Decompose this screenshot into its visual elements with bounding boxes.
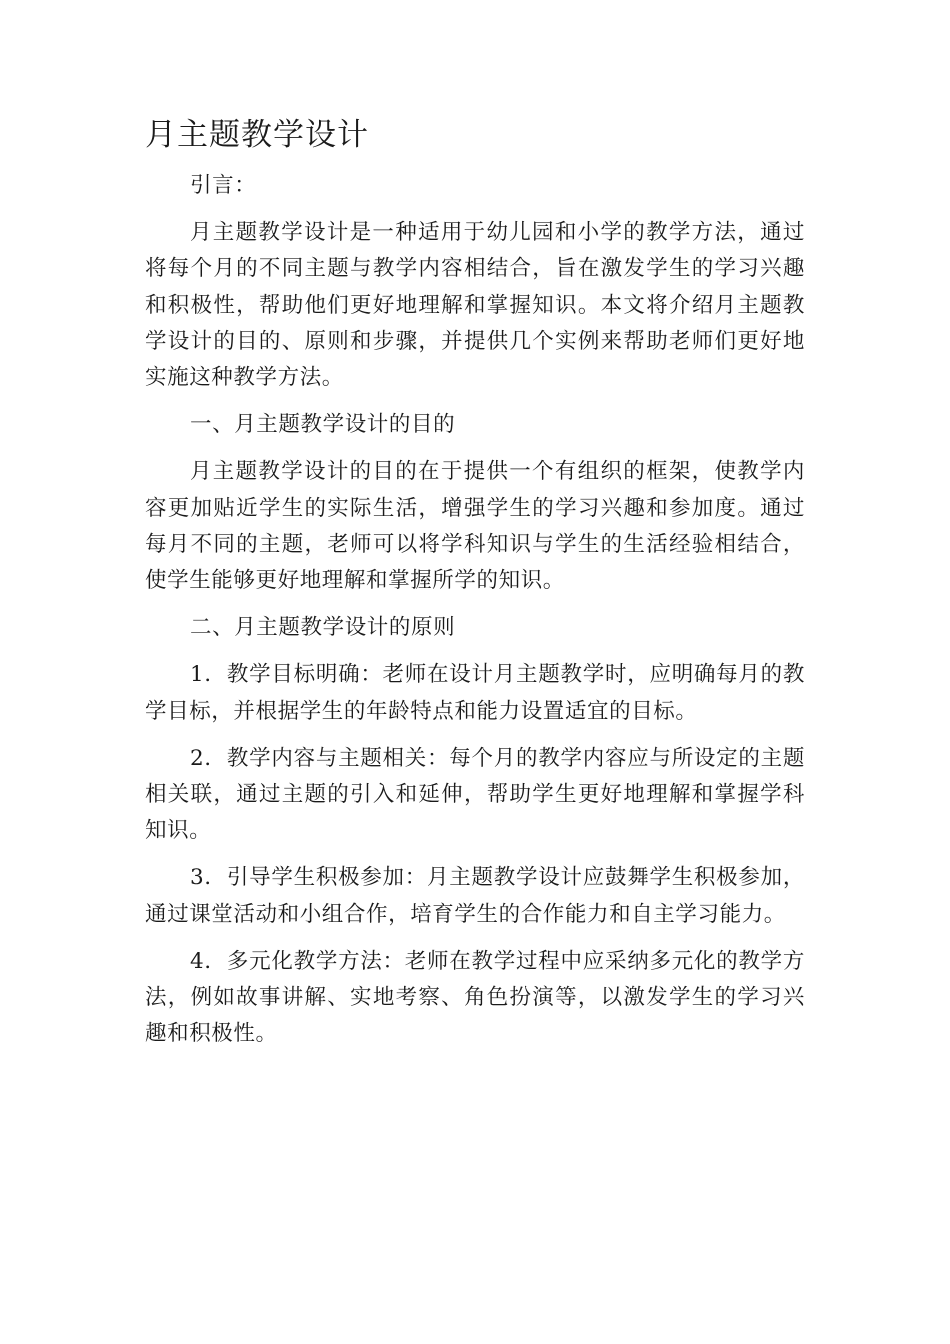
section-heading-purpose: 一、月主题教学设计的目的 — [190, 412, 456, 438]
list-item-text: 教学目标明确：老师在设计月主题教学时，应明确每月的教学目标，并根据学生的年龄特点和能力设置适宜的目标。 — [145, 662, 805, 724]
list-item-number: 2. — [190, 745, 212, 771]
list-item-text: 多元化教学方法：老师在教学过程中应采纳多元化的教学方法，例如故事讲解、实地考察、角色扮演等，以激发学生的学习兴趣和积极性。 — [145, 948, 805, 1047]
section-paragraph-purpose: 月主题教学设计的目的在于提供一个有组织的框架，使教学内容更加贴近学生的实际生活，增强学生的学习兴趣和参加度。通过每月不同的主题，老师可以将学科知识与学生的生活经验相结合，使学生能够更好地理解和掌握所学的知识。 — [145, 459, 805, 594]
list-item-text: 教学内容与主题相关：每个月的教学内容应与所设定的主题相关联，通过主题的引入和延伸，帮助学生更好地理解和掌握学科知识。 — [145, 745, 805, 844]
section-heading-principles: 二、月主题教学设计的原则 — [190, 615, 456, 641]
intro-label: 引言： — [190, 173, 257, 198]
list-item-text: 引导学生积极参加：月主题教学设计应鼓舞学生积极参加，通过课堂活动和小组合作，培育学生的合作能力和自主学习能力。 — [145, 865, 805, 927]
list-item-number: 3. — [190, 865, 212, 891]
intro-paragraph: 月主题教学设计是一种适用于幼儿园和小学的教学方法，通过将每个月的不同主题与教学内容相结合，旨在激发学生的学习兴趣和积极性，帮助他们更好地理解和掌握知识。本文将介绍月主题教学设计的目的、原则和步骤，并提供几个实例来帮助老师们更好地实施这种教学方法。 — [145, 220, 805, 391]
list-item — [145, 860, 805, 932]
list-item-number: 4. — [190, 948, 212, 974]
list-item — [145, 657, 805, 729]
list-item-number: 1. — [190, 662, 212, 688]
document-body — [145, 168, 805, 1063]
list-item — [145, 944, 805, 1053]
list-item — [145, 741, 805, 850]
document-title: 月主题教学设计 — [145, 117, 369, 153]
